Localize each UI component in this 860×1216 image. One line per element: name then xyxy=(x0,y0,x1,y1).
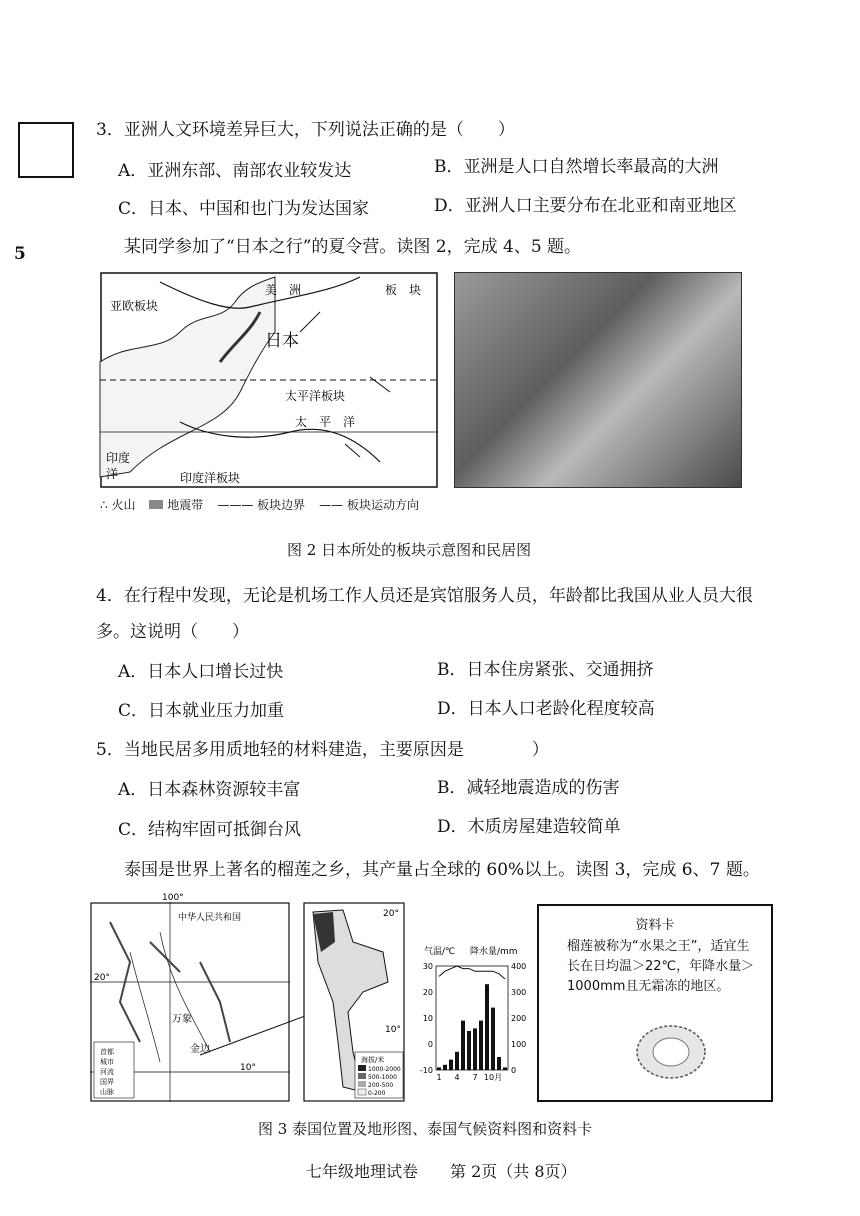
precip-bar xyxy=(473,1028,477,1070)
terrain-legend-4: 0-200 xyxy=(368,1090,386,1097)
motion-line-icon: —— xyxy=(319,498,344,512)
label-t-lat20: 20° xyxy=(383,909,399,919)
durian-drawing xyxy=(631,1020,711,1084)
map1-legend-4: 国界 xyxy=(100,1078,114,1086)
plate-map xyxy=(100,272,438,488)
q3-option-b: B．亚洲是人口自然增长率最高的大洲 xyxy=(434,157,719,177)
volcano-icon: ∴ xyxy=(100,498,112,512)
q3-stem: 3．亚洲人文环境差异巨大，下列说法正确的是（ ） xyxy=(96,120,515,140)
intro-japan: 某同学参加了“日本之行”的夏令营。读图 2，完成 4、5 题。 xyxy=(124,237,582,257)
house-photo xyxy=(454,272,742,488)
map1-legend-1: 首都 xyxy=(100,1048,114,1056)
temp-tick-label: 0 xyxy=(427,1040,433,1049)
precip-bar xyxy=(449,1060,453,1070)
month-tick-label: 7 xyxy=(472,1073,478,1082)
climate-ylabel-left: 气温/℃ xyxy=(424,947,456,957)
q5-option-d: D．木质房屋建造较简单 xyxy=(437,817,621,837)
label-america: 美 洲 xyxy=(265,283,302,297)
terrain-swatch-4 xyxy=(358,1089,366,1095)
terrain-legend-title: 海拔/米 xyxy=(361,1056,385,1064)
label-pacific-plate: 太平洋板块 xyxy=(285,389,346,403)
quake-zone-icon xyxy=(149,500,163,509)
q4-option-a: A．日本人口增长过快 xyxy=(118,662,284,682)
terrain-legend-1: 1000-2000 xyxy=(368,1066,401,1073)
precip-tick-label: 100 xyxy=(511,1040,527,1049)
precip-bar xyxy=(485,984,489,1070)
terrain-legend-3: 200-500 xyxy=(368,1082,394,1089)
temp-tick-label: -10 xyxy=(419,1066,433,1075)
page-footer: 七年级地理试卷 第 2页（共 8页） xyxy=(306,1162,577,1181)
precip-tick-label: 200 xyxy=(511,1014,527,1023)
fig2-legend xyxy=(100,496,419,513)
precip-bar xyxy=(461,1021,465,1070)
label-indian-1: 印度 xyxy=(106,451,131,465)
map1-legend-5: 山脉 xyxy=(100,1088,114,1096)
label-t-lat10: 10° xyxy=(385,1025,401,1035)
precip-bar xyxy=(467,1031,471,1070)
legend-quake-label: 地震带 xyxy=(167,498,204,512)
q4-option-c: C．日本就业压力加重 xyxy=(118,701,285,721)
terrain-legend-2: 500-1000 xyxy=(368,1074,397,1081)
score-box xyxy=(18,122,74,178)
label-pacific-ocean: 太 平 洋 xyxy=(295,415,356,429)
legend-quake xyxy=(149,496,203,513)
label-indian-2: 洋 xyxy=(106,467,119,481)
precip-bar xyxy=(443,1065,447,1070)
label-china: 中华人民共和国 xyxy=(178,913,242,923)
label-lat20: 20° xyxy=(94,973,110,983)
data-card xyxy=(537,904,773,1102)
terrain-swatch-3 xyxy=(358,1081,366,1087)
data-card-title: 资料卡 xyxy=(635,918,675,933)
label-jinbian: 金边 xyxy=(190,1044,210,1055)
temp-tick-label: 20 xyxy=(422,988,433,997)
label-indian-plate: 印度洋板块 xyxy=(180,471,241,485)
data-card-text: 榴莲被称为“水果之王”，适宜生长在日均温＞22℃，年降水量＞1000mm且无霜冻的地区。 xyxy=(567,939,755,994)
label-japan: 日本 xyxy=(265,331,299,351)
thailand-terrain-map xyxy=(303,902,405,1102)
temp-tick-label: 10 xyxy=(422,1014,433,1023)
q3-option-c: C．日本、中国和也门为发达国家 xyxy=(118,199,370,219)
precip-bar xyxy=(497,1057,501,1070)
temp-tick-label: 30 xyxy=(422,962,433,971)
q3-option-a: A．亚洲东部、南部农业较发达 xyxy=(118,161,352,181)
legend-volcano-label: 火山 xyxy=(111,498,136,512)
label-eurasia: 亚欧板块 xyxy=(110,299,159,313)
terrain-swatch-1 xyxy=(358,1065,366,1071)
fig2-caption: 图 2 日本所处的板块示意图和民居图 xyxy=(287,541,532,559)
q3-option-d: D．亚洲人口主要分布在北亚和南亚地区 xyxy=(434,196,737,216)
month-tick-label: 10月 xyxy=(483,1073,503,1082)
precip-tick-label: 0 xyxy=(511,1066,517,1075)
climate-chart xyxy=(412,944,532,1094)
climate-ylabel-right: 降水量/mm xyxy=(470,947,518,957)
q4-stem-line1: 4．在行程中发现，无论是机场工作人员还是宾馆服务人员，年龄都比我国从业人员大很 xyxy=(96,586,753,606)
legend-motion xyxy=(319,496,419,513)
climate-frame xyxy=(436,966,508,1070)
label-lon100: 100° xyxy=(162,893,184,903)
label-plate: 板 块 xyxy=(385,283,422,297)
terrain-swatch-2 xyxy=(358,1073,366,1079)
intro-thailand: 泰国是世界上著名的榴莲之乡，其产量占全球的 60%以上。读图 3，完成 6、7 题。 xyxy=(124,860,760,880)
q5-stem: 5．当地民居多用质地轻的材料建造，主要原因是 ） xyxy=(96,740,549,760)
legend-motion-label: 板块运动方向 xyxy=(346,498,419,512)
precip-bar xyxy=(479,1021,483,1070)
q5-option-c: C．结构牢固可抵御台风 xyxy=(118,820,302,840)
label-wanxiang: 万象 xyxy=(172,1014,192,1025)
month-tick-label: 4 xyxy=(454,1073,460,1082)
q5-option-b: B．减轻地震造成的伤害 xyxy=(437,778,620,798)
q4-option-b: B．日本住房紧张、交通拥挤 xyxy=(437,660,654,680)
legend-boundary-label: 板块边界 xyxy=(257,498,306,512)
precip-tick-label: 300 xyxy=(511,988,527,997)
q5-option-a: A．日本森林资源较丰富 xyxy=(118,780,301,800)
label-lat10: 10° xyxy=(240,1063,256,1073)
legend-boundary xyxy=(217,496,305,513)
side-number: 5 xyxy=(14,244,26,264)
map1-legend-3: 河流 xyxy=(100,1068,114,1076)
fig3-caption: 图 3 泰国位置及地形图、泰国气候资料图和资料卡 xyxy=(258,1120,593,1138)
q4-stem-line2: 多。这说明（ ） xyxy=(96,622,249,642)
precip-tick-label: 400 xyxy=(511,962,527,971)
q4-option-d: D．日本人口老龄化程度较高 xyxy=(437,699,655,719)
legend-volcano xyxy=(100,496,135,513)
map1-legend-2: 城市 xyxy=(100,1058,114,1066)
precip-bar xyxy=(455,1052,459,1070)
precip-bar xyxy=(503,1067,507,1070)
month-tick-label: 1 xyxy=(436,1073,442,1082)
precip-bar xyxy=(491,1008,495,1070)
precip-bar xyxy=(437,1067,441,1070)
temperature-line xyxy=(439,966,505,979)
boundary-line-icon: ——— xyxy=(217,498,254,512)
